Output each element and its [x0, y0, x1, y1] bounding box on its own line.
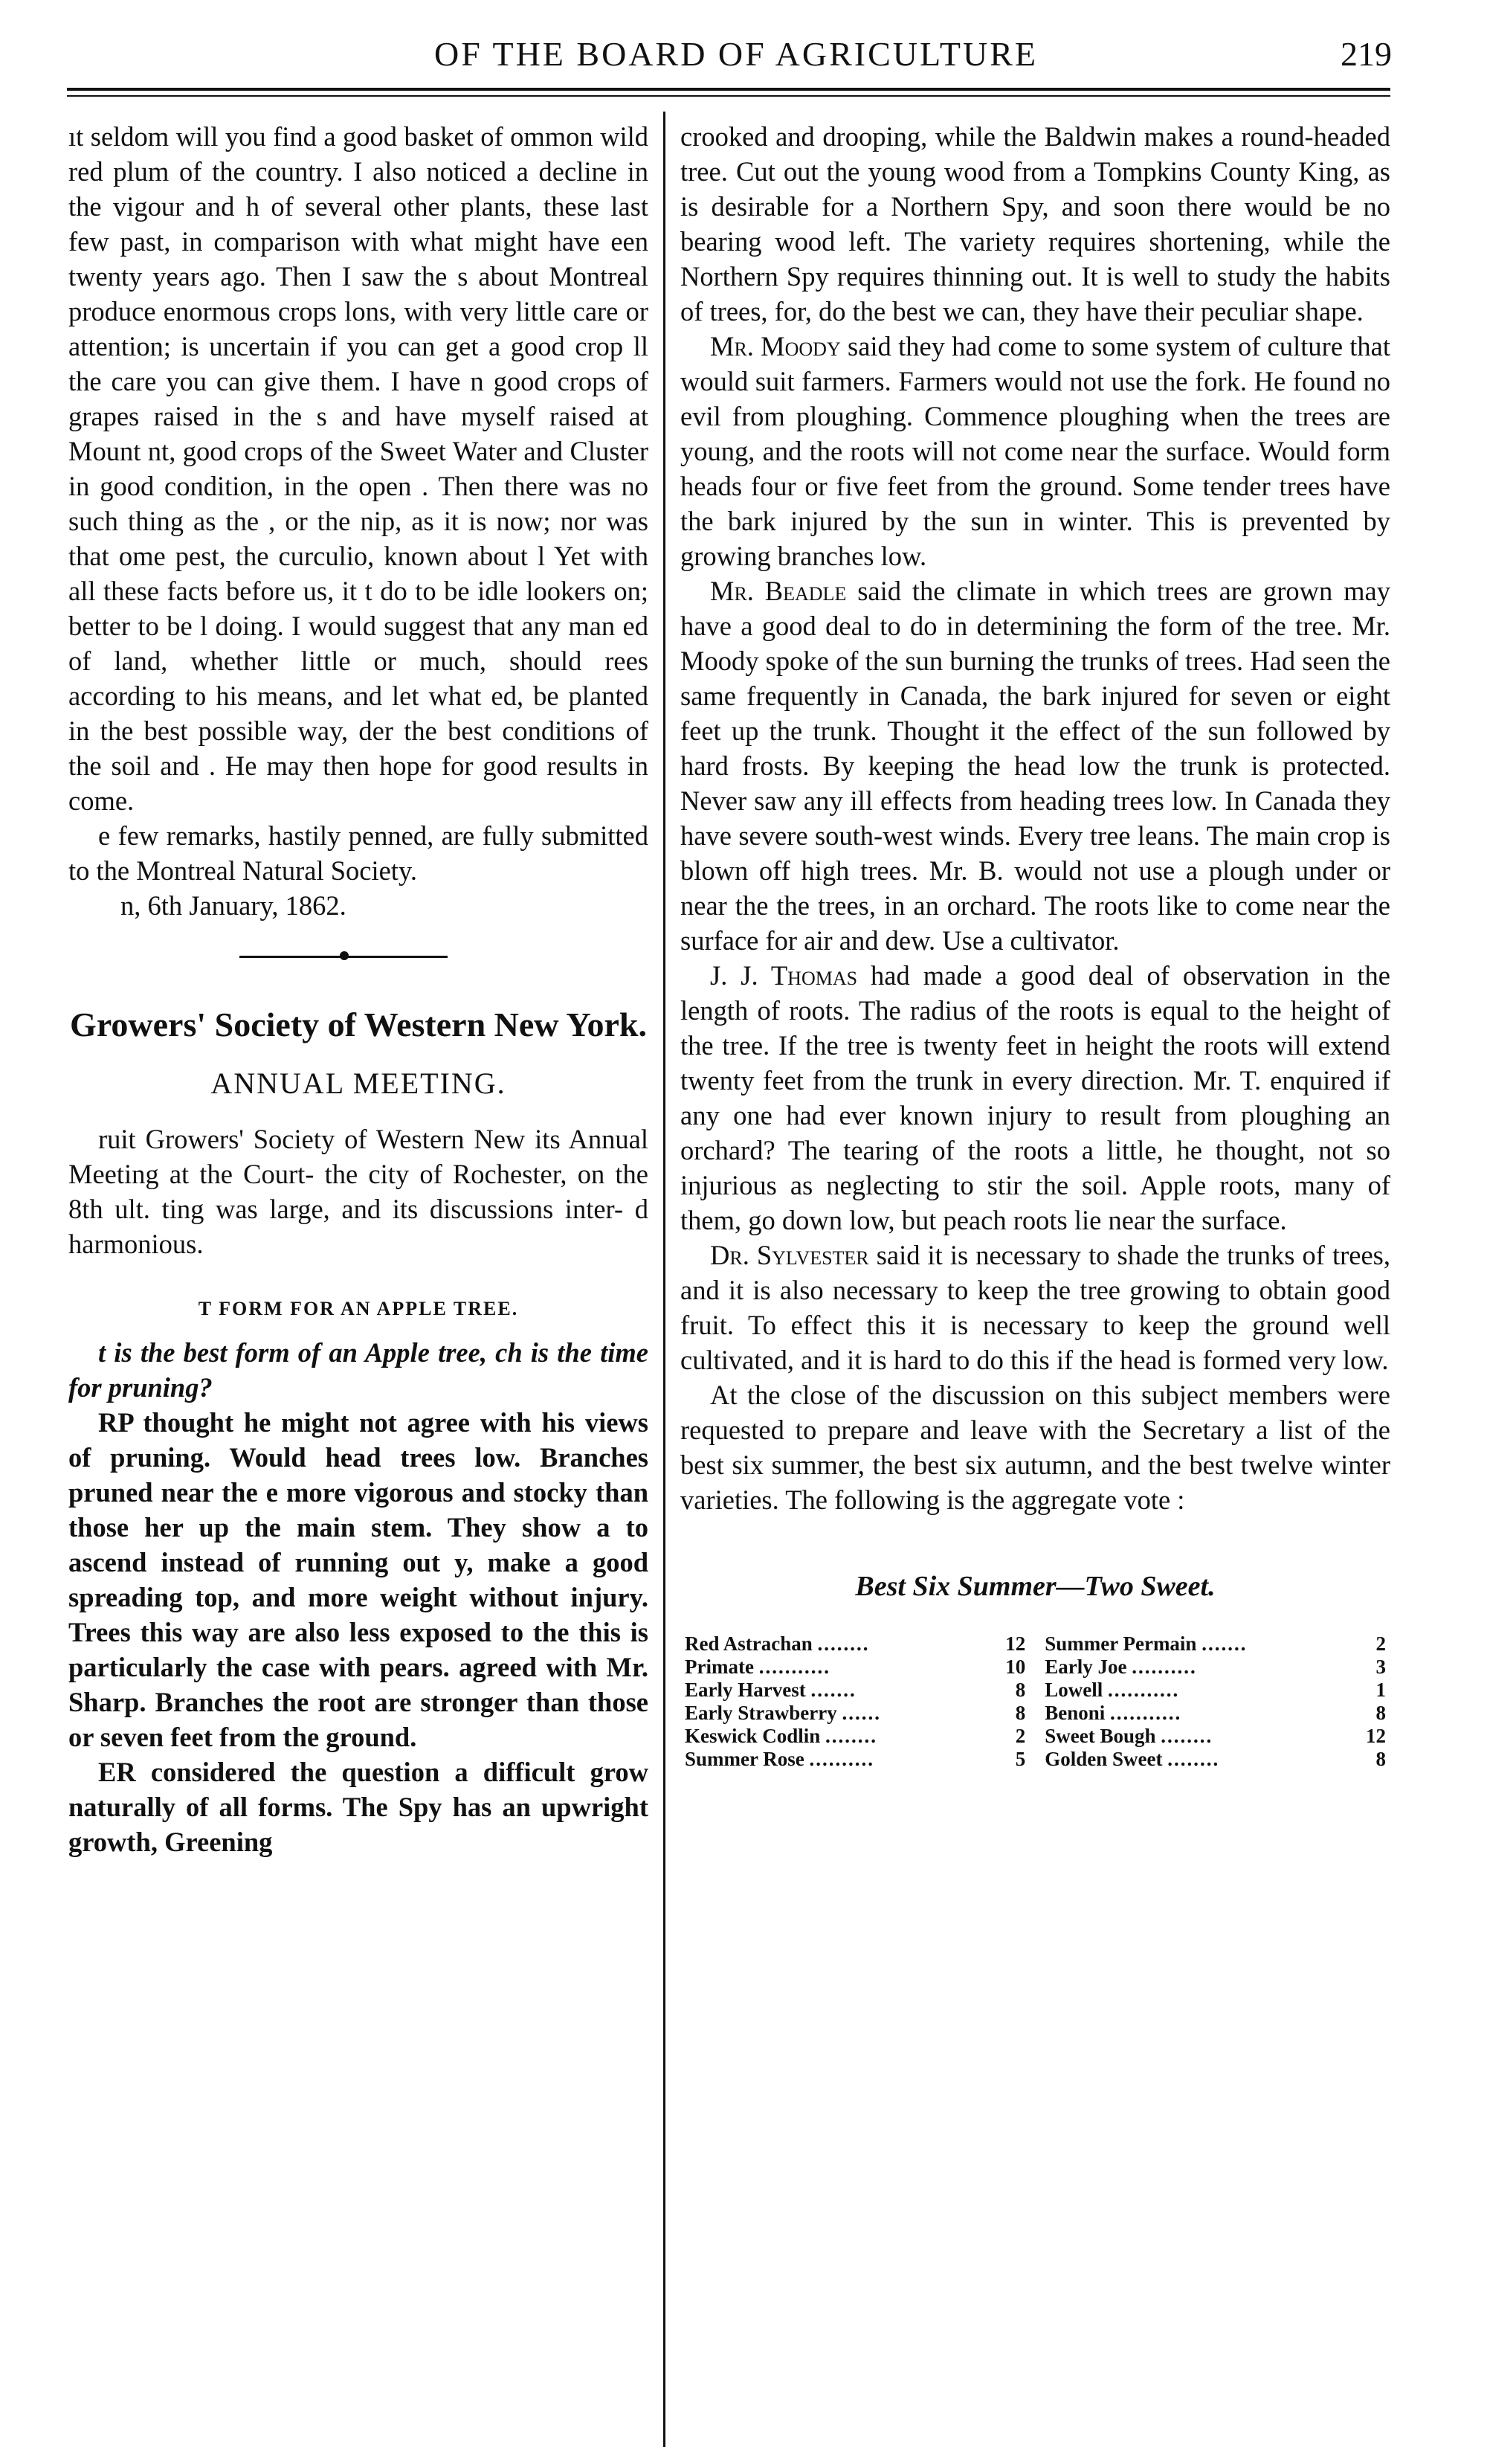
sharp-paragraph: RP thought he might not agree with his views of pruning. Would head trees low. Branches pruned near the e more vigorous and stocky than those her up the main stem. They show a to ascend instead of running out y, make a good spreading top, and more weight without injury. Trees this way are also less exposed to the this is particularly the case with pears. agreed with Mr. Sharp. Branches the root are stronger than those or seven feet from the ground. [68, 1407, 648, 1752]
table-row: Early Strawberry ...... 8 Benoni ........... 8 [685, 1702, 1386, 1724]
running-title: OF THE BOARD OF AGRICULTURE [434, 35, 1038, 73]
closing-paragraph: e few remarks, hastily penned, are fully submitted to the Montreal Natural Society. [68, 820, 648, 886]
continuation-paragraph: crooked and drooping, while the Baldwin makes a round-headed tree. Cut out the young wood from a Tompkins County King, as is desirable for a Northern Spy, and soon there would be no bearing wood left. The variety requires shortening, while the Northern Spy requires thinning out. It is well to study the habits of trees, for, do the best we can, they have their peculiar shape. [680, 121, 1390, 327]
speaker-name: Mr. Beadle [710, 576, 847, 606]
section-separator [68, 923, 648, 990]
section-title: Growers' Society of Western New York. [70, 1006, 647, 1043]
speaker-name: J. J. Thomas [710, 960, 858, 991]
moody-paragraph: Mr. Moody said they had come to some system of culture that would suit farmers. Farmers would not use the fork. He found no evil from ploughing. Commence ploughing when the trees are young, and the roots will not come near the surface. Would form heads four or five feet from the ground. Some tender trees have the bark injured by the sun in winter. This is prevented by growing branches low. [680, 331, 1391, 571]
table-row: Summer Rose .......... 5 Golden Sweet ........ 8 [685, 1748, 1386, 1770]
speaker-name: Mr. Moody [710, 331, 841, 361]
vote-table [680, 1633, 1390, 1771]
intro-paragraph: ıt seldom will you find a good basket of ommon wild red plum of the country. I also noticed a decline in the vigour and h of several other plants, these last few past, in comparison with what might have een twenty years ago. Then I saw the s about Montreal produce enormous crops lons, with very little care or attention; is uncertain if you can get a good crop ll the care you can give them. I have n good crops of grapes raised in the s and have myself raised at Mount nt, good crops of the Sweet Water and Cluster in good condition, in the open . Then there was no such thing as the , or the nip, as it is now; nor was that ome pest, the curculio, known about l Yet with all these facts before us, it t do to be idle lookers on; better to be l doing. I would suggest that any man ed of land, whether little or much, should rees according to his means, and let what ed, be planted in the best possible way, der the best conditions of the soil and . He may then hope for good results in come. [68, 121, 648, 816]
table-row: Keswick Codlin ........ 2 Sweet Bough ........ 12 [685, 1725, 1386, 1747]
left-column [68, 119, 648, 1859]
table-row: Early Harvest ....... 8 Lowell ........... 1 [685, 1679, 1386, 1701]
vote-intro-paragraph: At the close of the discussion on this subject members were requested to prepare and leave with the Secretary a list of the best six summer, the best six autumn, and the best twelve winter varieties. The following is the aggregate vote : [680, 1380, 1390, 1515]
sylvester-paragraph: Dr. Sylvester said it is necessary to shade the trunks of trees, and it is also necessary to keep the tree growing to obtain good fruit. To effect this it is necessary to keep the ground well cultivated, and it is hard to do this if the head is formed very low. [680, 1240, 1390, 1375]
thomas-paragraph: J. J. Thomas had made a good deal of observation in the length of roots. The radius of the roots is equal to the height of the tree. If the tree is twenty feet in height the roots will extend twenty feet from the trunk in every direction. Mr. T. enquired if any one had ever known injury to result from ploughing an orchard? The tearing of the roots a little, he thought, not so injurious as neglecting to stir the soil. Apple roots, many of them, go down low, but peach roots lie near the surface. [680, 960, 1391, 1235]
beadle-paragraph: Mr. Beadle said the climate in which trees are grown may have a good deal to do in determining the form of the tree. Mr. Moody spoke of the sun burning the trunks of trees. Had seen the same frequently in Canada, the bark injured for seven or eight feet up the trunk. Thought it the effect of the sun followed by hard frosts. By keeping the head low the trunk is protected. Never saw any ill effects from heading trees low. In Canada they have severe south-west winds. Every tree leans. The main crop is blown off high trees. Mr. B. would not use a plough under or near the the trees, in an orchard. The roots like to come near the surface for air and dew. Use a cultivator. [680, 576, 1390, 956]
signature-date: n, 6th January, 1862. [120, 890, 346, 921]
last-paragraph: ER considered the question a difficult grow naturally of all forms. The Spy has an upwright growth, Greening [68, 1757, 648, 1857]
table-row: Primate ........... 10 Early Joe .......... 3 [685, 1656, 1386, 1678]
header-rule [67, 88, 1390, 91]
speaker-name: Dr. Sylvester [710, 1240, 869, 1270]
table-row: Red Astrachan ........ 12 Summer Permain ....... 2 [685, 1633, 1386, 1655]
right-column [680, 119, 1390, 1771]
vote-table-title: Best Six Summer—Two Sweet. [855, 1571, 1216, 1602]
question-paragraph: t is the best form of an Apple tree, ch is the time for pruning? [68, 1337, 648, 1403]
section-subtitle: ANNUAL MEETING. [210, 1067, 506, 1100]
subsection-heading: T FORM FOR AN APPLE TREE. [198, 1298, 519, 1319]
page-header [67, 34, 1405, 86]
page-number: 219 [1341, 35, 1392, 73]
meeting-paragraph: ruit Growers' Society of Western New its Annual Meeting at the Court- the city of Rochester, on the 8th ult. ting was large, and its discussions inter- d harmonious. [68, 1124, 648, 1259]
header-rule-thin [67, 95, 1390, 97]
column-divider [663, 112, 665, 2447]
